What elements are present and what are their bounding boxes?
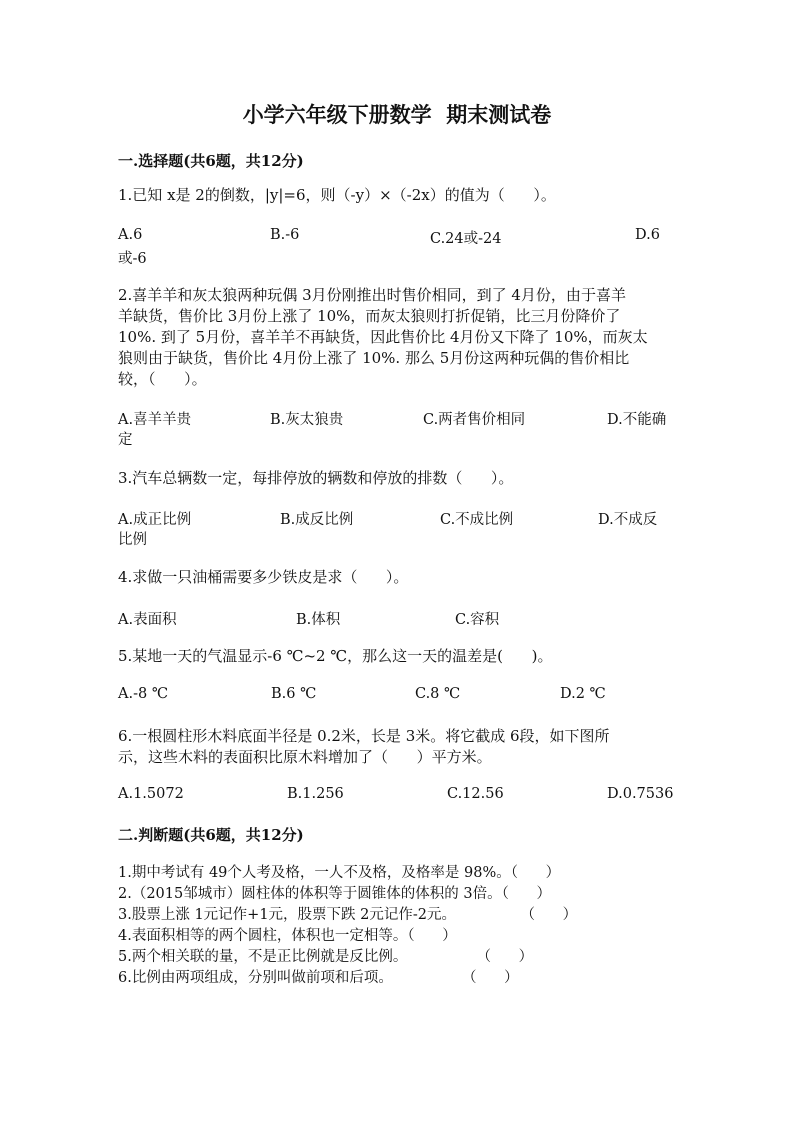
question-2-option-c: C.两者售价相同 bbox=[423, 412, 526, 428]
question-1-option-b: B.-6 bbox=[270, 227, 300, 243]
question-5-option-a: A.-8 ℃ bbox=[118, 686, 169, 702]
question-4-text: 4.求做一只油桶需要多少铁皮是求（ ）。 bbox=[118, 568, 409, 586]
question-3-option-c: C.不成比例 bbox=[440, 512, 514, 528]
question-2-line-5: 较，（ ）。 bbox=[118, 370, 207, 388]
question-5-option-b: B.6 ℃ bbox=[271, 686, 317, 702]
section-2-heading: 二.判断题(共6题，共12分) bbox=[118, 826, 304, 844]
question-5-option-c: C.8 ℃ bbox=[415, 686, 461, 702]
question-2-option-wrap: 定 bbox=[118, 432, 133, 448]
question-5-text: 5.某地一天的气温显示-6 ℃~2 ℃，那么这一天的温差是( )。 bbox=[118, 647, 553, 665]
question-1-option-c: C.24或-24 bbox=[430, 231, 502, 247]
section-1-heading: 一.选择题(共6题，共12分) bbox=[118, 152, 304, 170]
question-4-option-b: B.体积 bbox=[296, 612, 341, 628]
question-1-option-wrap: 或-6 bbox=[118, 251, 147, 267]
question-6-option-b: B.1.256 bbox=[287, 786, 344, 802]
question-2-option-d: D.不能确 bbox=[607, 412, 667, 428]
question-1-option-d: D.6 bbox=[635, 227, 660, 243]
question-3-option-a: A.成正比例 bbox=[118, 512, 192, 528]
question-2-option-a: A.喜羊羊贵 bbox=[118, 412, 192, 428]
judgment-item-5: 5.两个相关联的量，不是正比例就是反比例。 （ ） bbox=[118, 949, 534, 965]
question-2-line-2: 羊缺货，售价比 3月份上涨了 10%，而灰太狼则打折促销，比三月份降价了 bbox=[118, 307, 621, 325]
question-2-option-b: B.灰太狼贵 bbox=[270, 412, 344, 428]
question-2-line-4: 狼则由于缺货，售价比 4月份上涨了 10%. 那么 5月份这两种玩偶的售价相比 bbox=[118, 349, 630, 367]
question-3-option-b: B.成反比例 bbox=[280, 512, 354, 528]
question-3-text: 3.汽车总辆数一定，每排停放的辆数和停放的排数（ ）。 bbox=[118, 469, 514, 487]
question-3-option-d: D.不成反 bbox=[598, 512, 658, 528]
question-4-option-c: C.容积 bbox=[455, 612, 500, 628]
judgment-item-4: 4.表面积相等的两个圆柱，体积也一定相等。（ ） bbox=[118, 928, 457, 944]
page-title: 小学六年级下册数学 期末测试卷 bbox=[242, 102, 552, 127]
question-2-line-1: 2.喜羊羊和灰太狼两种玩偶 3月份刚推出时售价相同，到了 4月份，由于喜羊 bbox=[118, 286, 626, 304]
judgment-item-1: 1.期中考试有 49个人考及格，一人不及格，及格率是 98%。（ ） bbox=[118, 865, 561, 881]
question-1-option-a: A.6 bbox=[118, 227, 143, 243]
question-6-option-d: D.0.7536 bbox=[607, 786, 674, 802]
question-6-option-a: A.1.5072 bbox=[118, 786, 184, 802]
question-6-line-2: 示，这些木料的表面积比原木料增加了（ ）平方米。 bbox=[118, 748, 492, 766]
question-3-option-wrap: 比例 bbox=[118, 532, 147, 548]
judgment-item-6: 6.比例由两项组成，分别叫做前项和后项。 （ ） bbox=[118, 970, 519, 986]
question-5-option-d: D.2 ℃ bbox=[560, 686, 606, 702]
judgment-item-3: 3.股票上涨 1元记作+1元，股票下跌 2元记作-2元。 （ ） bbox=[118, 907, 578, 923]
question-4-option-a: A.表面积 bbox=[118, 612, 177, 628]
judgment-item-2: 2.（2015邹城市）圆柱体的体积等于圆锥体的体积的 3倍。（ ） bbox=[118, 886, 551, 902]
question-1-text: 1.已知 x是 2的倒数，|y|=6，则（-y）×（-2x）的值为（ ）。 bbox=[118, 186, 556, 204]
question-6-option-c: C.12.56 bbox=[447, 786, 504, 802]
question-6-line-1: 6.一根圆柱形木料底面半径是 0.2米，长是 3米。将它截成 6段，如下图所 bbox=[118, 727, 610, 745]
question-2-line-3: 10%. 到了 5月份，喜羊羊不再缺货，因此售价比 4月份又下降了 10%，而灰太 bbox=[118, 328, 648, 346]
